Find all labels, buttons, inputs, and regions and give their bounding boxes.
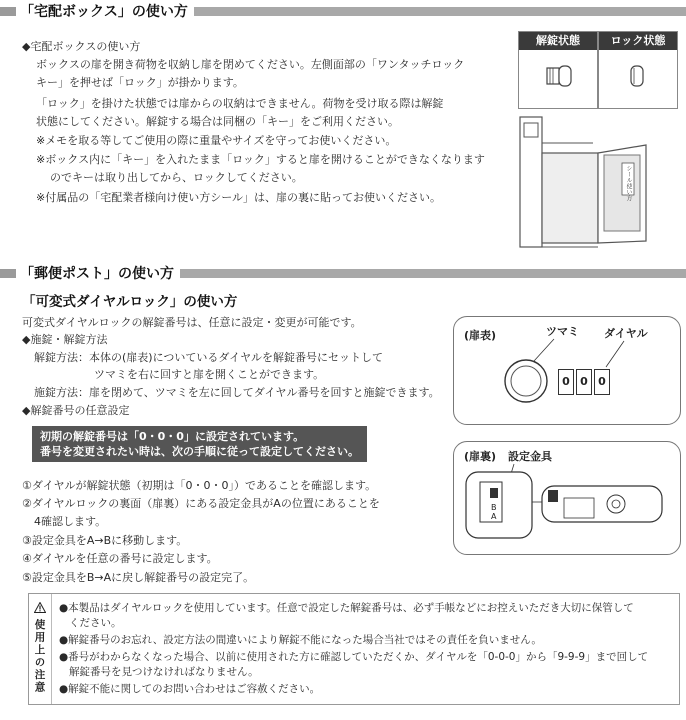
header-marker: [0, 7, 16, 16]
dial-digit-2[interactable]: 0: [576, 369, 592, 395]
caution-title: 使用上の注意: [33, 619, 46, 694]
position-b-label: B: [491, 503, 497, 512]
usage-line: キー」を押せば「ロック」が掛かります。: [36, 76, 244, 89]
front-panel: [453, 316, 681, 425]
caution-side-label: [29, 594, 52, 704]
usage-caution-box: [28, 593, 680, 705]
intro-line: 可変式ダイヤルロックの解錠番号は、任意に設定・変更が可能です。: [22, 316, 362, 329]
caution-item: ●本製品はダイヤルロックを使用しています。任意で設定した解錠番号は、必ず手帳などにお控えいただき大切に保管して: [59, 602, 634, 614]
step-item: ②ダイヤルロックの裏面（扉裏）にある設定金具がAの位置にあることを: [22, 497, 380, 510]
usage-line: ボックスの扉を開き荷物を収納し扉を閉めてください。左側面部の「ワンタッチロック: [36, 58, 465, 71]
usage-note: ※ボックス内に「キー」を入れたまま「ロック」すると扉を開けることができなくなります: [36, 153, 485, 166]
usage-line: 状態にしてください。解錠する場合は同梱の「キー」をご利用ください。: [36, 115, 399, 128]
step-item: 4確認します。: [34, 515, 107, 528]
unlocked-label: 解錠状態: [519, 32, 597, 50]
usage-line: 「ロック」を掛けた状態では扉からの収納はできません。荷物を受け取る際は解錠: [36, 97, 444, 110]
delivery-box-illustration: [518, 113, 678, 251]
usage-note: のでキーは取り出してから、ロックしてください。: [50, 171, 303, 184]
dial-digit-3[interactable]: 0: [594, 369, 610, 395]
sticker-label: シール使い方: [625, 165, 632, 201]
step-item: ①ダイヤルが解錠状態（初期は「0・0・0」）であることを確認します。: [22, 479, 377, 492]
section-header-mailbox: [0, 264, 686, 282]
caution-item: ●解錠不能に関してのお問い合わせはご容赦ください。: [59, 683, 321, 695]
setting-bracket-label: 設定金具: [508, 450, 552, 463]
front-panel-label: (扉表): [464, 329, 497, 342]
initial-code-notice: [32, 426, 367, 462]
code-heading: ◆解錠番号の任意設定: [22, 404, 130, 417]
section-title: 「宅配ボックス」の使い方: [20, 4, 188, 20]
locked-label: ロック状態: [599, 32, 677, 50]
unlocked-key-icon: [519, 50, 597, 106]
step-item: ④ダイヤルを任意の番号に設定します。: [22, 552, 218, 565]
caution-item: ください。: [69, 617, 122, 629]
usage-note: ※付属品の「宅配業者様向け使い方シール」は、扉の裏に貼ってお使いください。: [36, 191, 441, 204]
lock-method-line: 施錠方法：扉を閉めて、ツマミを左に回してダイヤル番号を回すと施錠できます。: [34, 386, 440, 399]
header-bar: [180, 269, 686, 278]
unlock-method-line: ツマミを右に回すと扉を開くことができます。: [94, 368, 325, 381]
back-panel-label: (扉裏): [464, 450, 497, 463]
header-marker: [0, 269, 16, 278]
back-lock-drawing: [454, 442, 680, 554]
dial-lock-subtitle: 「可変式ダイヤルロック」の使い方: [22, 294, 238, 310]
lock-heading: ◆施錠・解錠方法: [22, 333, 108, 346]
locked-key-icon: [599, 50, 677, 106]
step-item: ③設定金具をA→Bに移動します。: [22, 534, 188, 547]
notice-line: 番号を変更されたい時は、次の手順に従って設定してください。: [40, 445, 359, 458]
caution-item: ●番号がわからなくなった場合、以前に使用された方に確認していただくか、ダイヤルを「0-0-0」から「9-9-9」まで回して: [59, 651, 649, 663]
header-bar: [194, 7, 686, 16]
warning-icon: [34, 602, 46, 613]
unlocked-status-box: [518, 31, 598, 109]
notice-line: 初期の解錠番号は「0・0・0」に設定されています。: [40, 430, 305, 443]
section-header-delivery-box: [0, 2, 686, 20]
caution-item: ●解錠番号のお忘れ、設定方法の間違いにより解錠不能になった場合当社ではその責任を負いません。: [59, 634, 542, 646]
dial-label: ダイヤル: [604, 327, 648, 340]
position-a-label: A: [491, 512, 497, 521]
section-title: 「郵便ポスト」の使い方: [20, 266, 174, 282]
step-item: ⑤設定金具をB→Aに戻し解錠番号の設定完了。: [22, 571, 255, 584]
usage-heading: ◆宅配ボックスの使い方: [22, 40, 141, 53]
locked-status-box: [598, 31, 678, 109]
dial-digit-1[interactable]: 0: [558, 369, 574, 395]
back-panel: [453, 441, 681, 555]
usage-note: ※メモを取る等してご使用の際に重量やサイズを守ってお使いください。: [36, 134, 397, 147]
knob-label: ツマミ: [546, 325, 579, 338]
unlock-method-line: 解錠方法：本体の(扉表)についているダイヤルを解錠番号にセットして: [34, 351, 384, 364]
caution-item: 解錠番号を見つけなければなりません。: [69, 666, 259, 678]
